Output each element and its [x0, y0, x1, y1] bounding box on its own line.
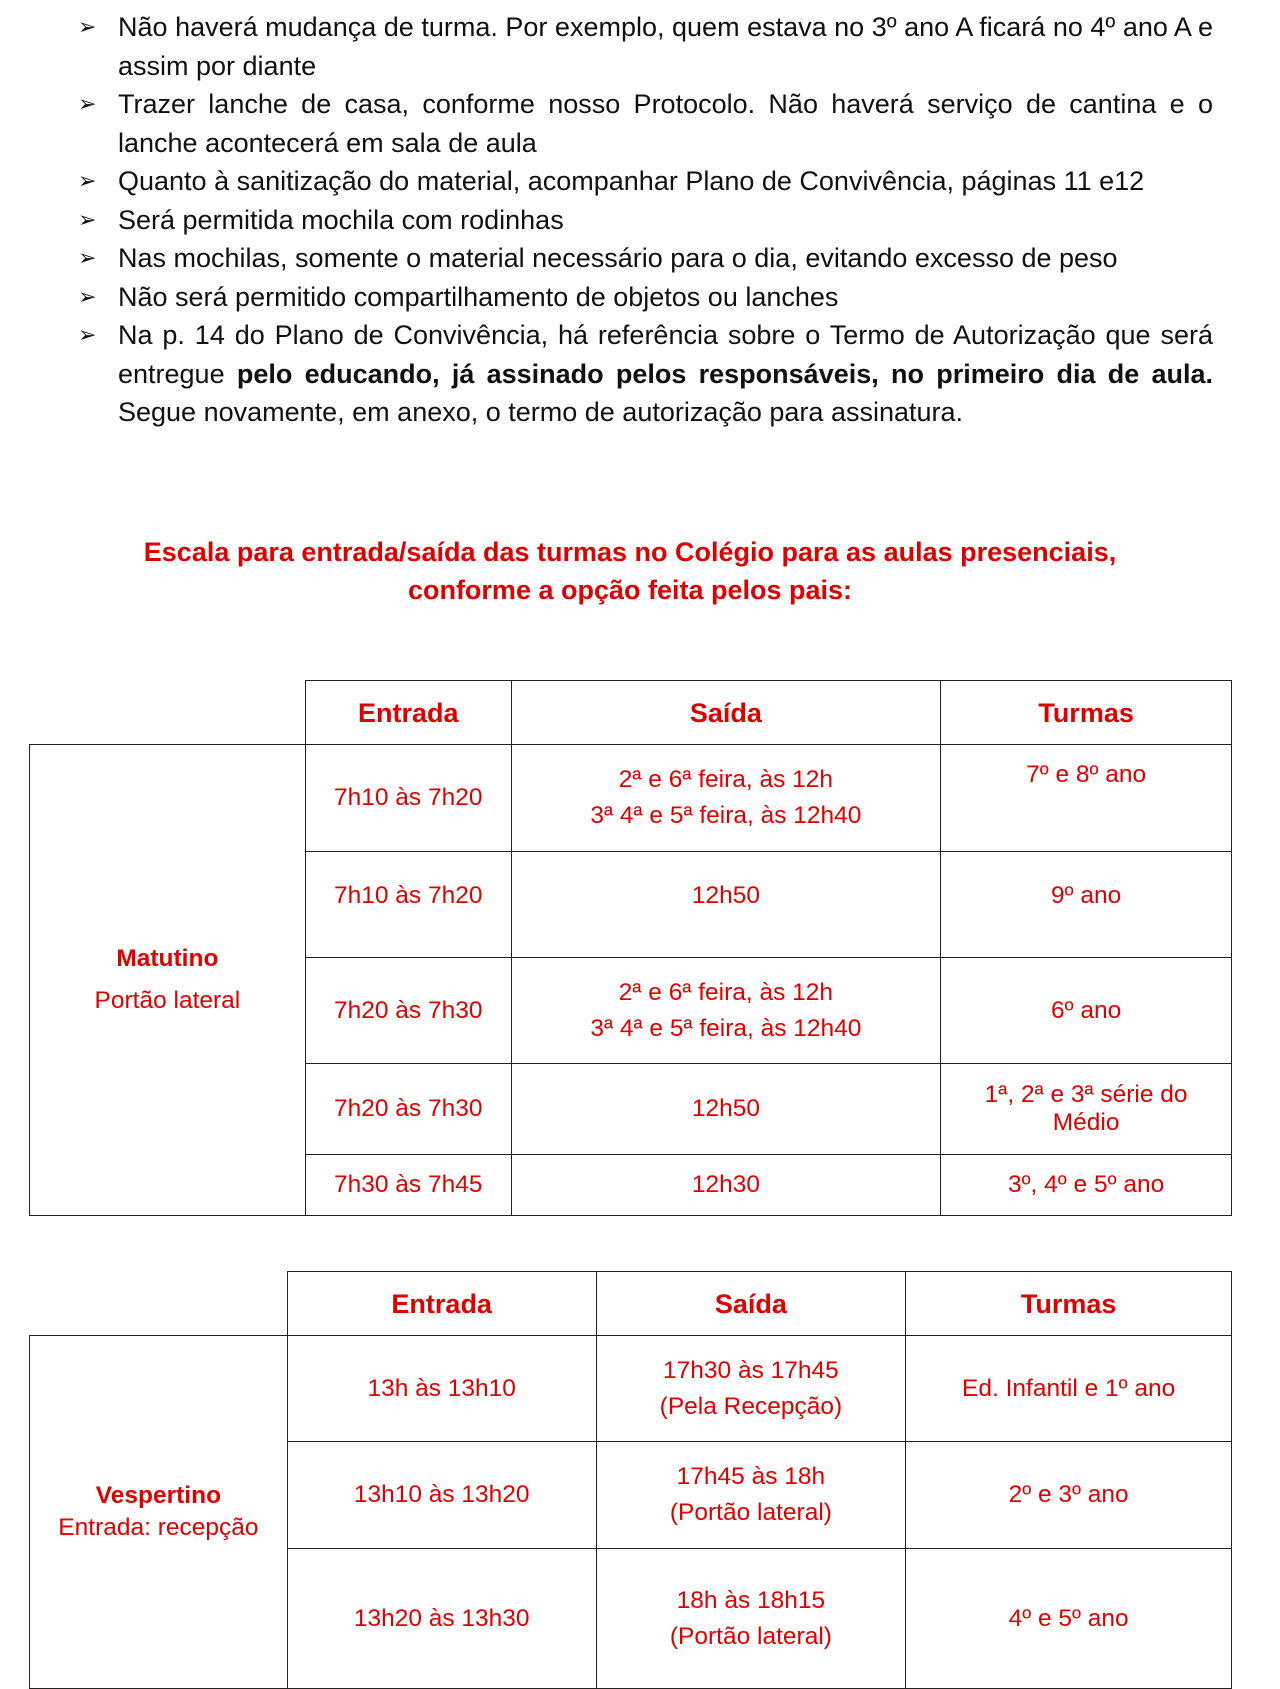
schedule-title-line: Escala para entrada/saída das turmas no Colégio para as aulas presenciais, — [143, 537, 1117, 567]
entrada-cell: 13h10 às 13h20 — [287, 1442, 596, 1549]
table-header-row — [30, 1272, 1232, 1336]
table-row — [30, 1336, 1232, 1442]
bullet-text: Nas mochilas, somente o material necessário para o dia, evitando excesso de peso — [118, 243, 1118, 273]
bullet-text: Não haverá mudança de turma. Por exemplo, quem estava no 3º ano A ficará no 4º ano A e assim por diante — [118, 12, 1213, 81]
entrada-cell: 7h10 às 7h20 — [305, 852, 511, 958]
bullet-text: Na p. 14 do Plano de Convivência, há referência sobre o Termo de Autorização que será entregue — [118, 320, 1213, 389]
turmas-cell: 3º, 4º e 5º ano — [941, 1155, 1232, 1216]
turmas-cell: Ed. Infantil e 1º ano — [906, 1336, 1232, 1442]
bullet-text: Será permitida mochila com rodinhas — [118, 204, 564, 235]
bullet-text: Não será permitido compartilhamento de objetos ou lanches — [118, 281, 839, 312]
arrow-bullet-icon: ➢ — [78, 206, 97, 232]
saida-cell: 2ª e 6ª feira, às 12h 3ª 4ª e 5ª feira, às 12h40 — [511, 958, 941, 1064]
entrada-cell: 13h20 às 13h30 — [287, 1549, 596, 1689]
bullet-bold-text: pelo educando, já assinado pelos responsáveis, no primeiro dia de aula. — [236, 358, 1214, 389]
turmas-cell: 1ª, 2ª e 3ª série do Médio — [941, 1064, 1232, 1155]
bullet-item — [78, 278, 1213, 317]
period-cell — [30, 745, 306, 1216]
saida-cell: 12h50 — [511, 1064, 941, 1155]
table-row — [30, 745, 1232, 852]
header-entrada: Entrada — [305, 681, 511, 745]
blank-corner-cell — [30, 1272, 288, 1336]
bullet-item — [78, 201, 1213, 240]
header-saida: Saída — [596, 1272, 906, 1336]
turmas-cell: 2º e 3º ano — [906, 1442, 1232, 1549]
turmas-cell: 6º ano — [941, 958, 1232, 1064]
entrada-cell: 7h10 às 7h20 — [305, 745, 511, 852]
arrow-bullet-icon: ➢ — [78, 168, 97, 193]
bullet-text: Quanto à sanitização do material, acompanhar Plano de Convivência, páginas 11 e12 — [118, 166, 1145, 196]
schedule-title-line: conforme a opção feita pelos pais: — [407, 575, 853, 605]
bullet-text: Trazer lanche de casa, conforme nosso Protocolo. Não haverá serviço de cantina e o lanche acontecerá em sala de aula — [118, 89, 1213, 158]
bullet-text: Segue novamente, em anexo, o termo de autorização para assinatura. — [118, 397, 964, 427]
period-gate: Portão lateral — [94, 987, 241, 1014]
saida-cell: 18h às 18h15 (Portão lateral) — [596, 1549, 906, 1689]
entrada-cell: 7h20 às 7h30 — [305, 958, 511, 1064]
schedule-title — [0, 533, 1260, 609]
bullet-item — [78, 162, 1213, 201]
saida-cell: 17h45 às 18h (Portão lateral) — [596, 1442, 906, 1549]
period-name: Matutino — [116, 945, 219, 972]
bullet-item — [78, 8, 1213, 85]
period-name: Vespertino — [95, 1482, 222, 1509]
arrow-bullet-icon: ➢ — [78, 14, 97, 39]
header-entrada: Entrada — [287, 1272, 596, 1336]
saida-cell: 2ª e 6ª feira, às 12h 3ª 4ª e 5ª feira, às 12h40 — [511, 745, 941, 852]
period-cell — [30, 1336, 288, 1689]
table-header-row — [30, 681, 1232, 745]
saida-cell: 12h50 — [511, 852, 941, 958]
turmas-cell: 9º ano — [941, 852, 1232, 958]
arrow-bullet-icon: ➢ — [78, 322, 97, 347]
bullet-item — [78, 85, 1213, 162]
bullet-item — [78, 316, 1213, 432]
period-gate: Entrada: recepção — [58, 1514, 259, 1541]
saida-cell: 12h30 — [511, 1155, 941, 1216]
blank-corner-cell — [30, 681, 306, 745]
entrada-cell: 7h30 às 7h45 — [305, 1155, 511, 1216]
arrow-bullet-icon: ➢ — [78, 91, 97, 116]
bullet-item — [78, 239, 1213, 278]
header-turmas: Turmas — [906, 1272, 1232, 1336]
entrada-cell: 7h20 às 7h30 — [305, 1064, 511, 1155]
bullet-list — [78, 8, 1213, 432]
header-saida: Saída — [511, 681, 941, 745]
turmas-cell: 7º e 8º ano — [941, 745, 1232, 852]
arrow-bullet-icon: ➢ — [78, 283, 97, 309]
matutino-table — [29, 680, 1232, 1216]
arrow-bullet-icon: ➢ — [78, 245, 97, 270]
header-turmas: Turmas — [941, 681, 1232, 745]
turmas-cell: 4º e 5º ano — [906, 1549, 1232, 1689]
saida-cell: 17h30 às 17h45 (Pela Recepção) — [596, 1336, 906, 1442]
vespertino-table — [29, 1271, 1232, 1689]
entrada-cell: 13h às 13h10 — [287, 1336, 596, 1442]
